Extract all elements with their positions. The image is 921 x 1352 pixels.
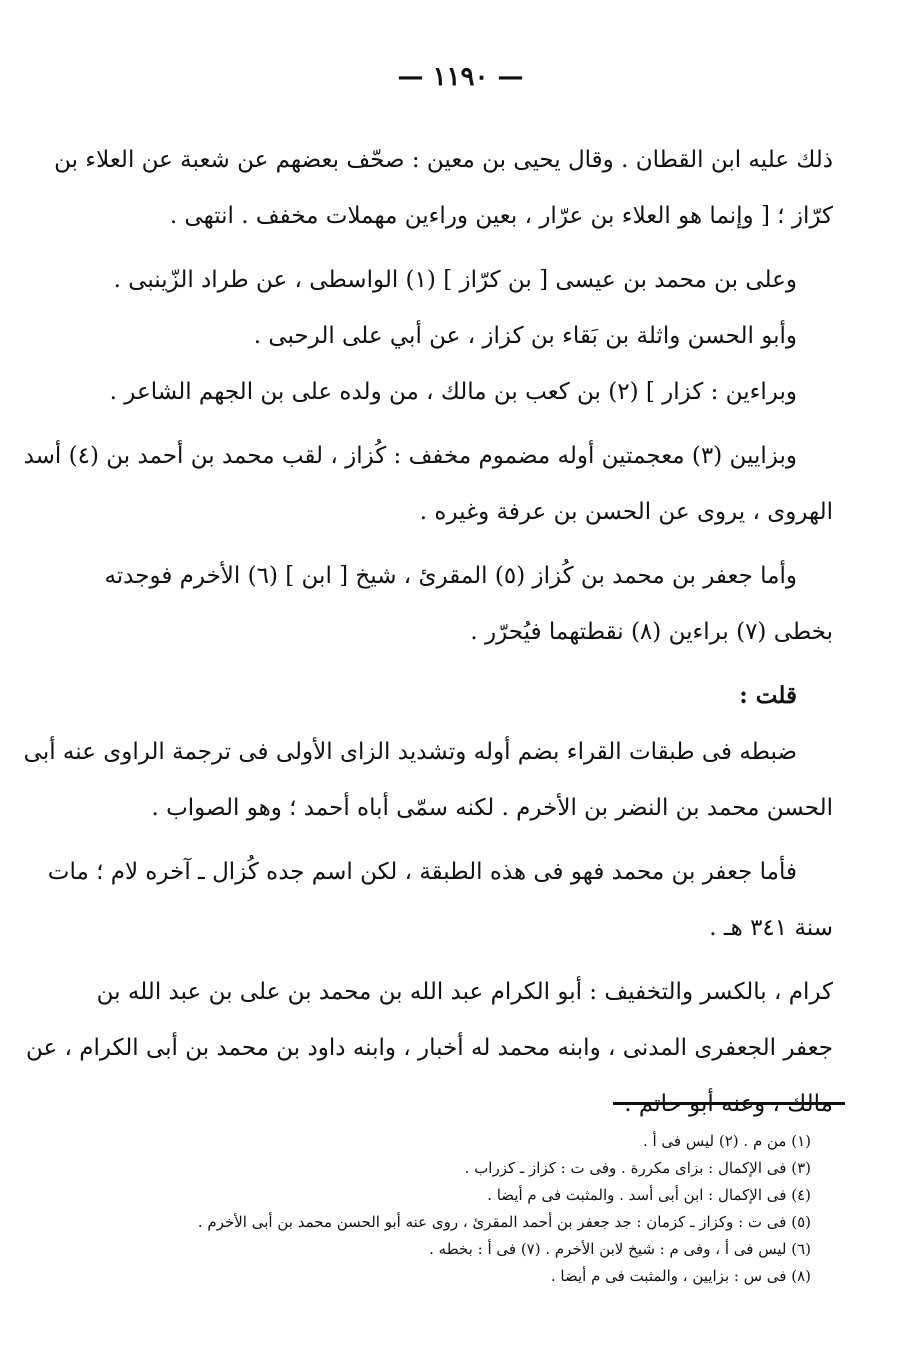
text-line: وبراءين : كزار ] (٢) بن كعب بن مالك ، من ولده على بن الجهم الشاعر . <box>109 379 797 405</box>
footnote: (٥) فى ت : وكزاز ـ كزمان : جد جعفر بن أحمد المقرئ ، روى عنه أبو الحسن محمد بن أبى الأخرم . <box>197 1213 811 1231</box>
text-line: الهروى ، يروى عن الحسن بن عرفة وغيره . <box>419 499 833 525</box>
text-line: وأبو الحسن واثلة بن بَقاء بن كزاز ، عن أبي على الرحبى . <box>253 323 797 349</box>
section-heading: قلت : <box>739 682 797 709</box>
text-line: سنة ٣٤١ هـ . <box>709 915 833 941</box>
text-line: الحسن محمد بن النضر بن الأخرم . لكنه سمّى أباه أحمد ؛ وهو الصواب . <box>151 795 833 821</box>
text-line: جعفر الجعفرى المدنى ، وابنه محمد له أخبار ، وابنه داود بن محمد بن أبى الكرام ، عن <box>25 1035 833 1061</box>
text-line: وبزايين (٣) معجمتين أوله مضموم مخفف : كُزاز ، لقب محمد بن أحمد بن (٤) أسد <box>23 443 797 469</box>
footnote: (٣) فى الإكمال : بزاى مكررة . وفى ت : كزاز ـ كزراب . <box>464 1159 811 1177</box>
footnotes <box>120 1128 811 1290</box>
footnote: (٨) فى س : بزايين ، والمثبت فى م أيضا . <box>550 1267 811 1285</box>
footnote: (١) من م . (٢) ليس فى أ . <box>642 1132 811 1150</box>
text-line: وعلى بن محمد بن عيسى [ بن كرّاز ] (١) الواسطى ، عن طراد الزّينبى . <box>113 267 797 293</box>
page-number: — ١١٩٠ — <box>397 62 524 92</box>
text-line: فأما جعفر بن محمد فهو فى هذه الطبقة ، لكن اسم جده كُزال ـ آخره لام ؛ مات <box>47 859 797 885</box>
text-line: بخطى (٧) براءين (٨) نقطتهما فيُحرّر . <box>470 619 833 645</box>
text-line: كرام ، بالكسر والتخفيف : أبو الكرام عبد الله بن محمد بن على بن عبد الله بن <box>96 979 833 1005</box>
footnote: (٦) ليس فى أ ، وفى م : شيخ لابن الأخرم . (٧) فى أ : بخطه . <box>429 1240 811 1258</box>
text-line: ضبطه فى طبقات القراء بضم أوله وتشديد الزاى الأولى فى ترجمة الراوى عنه أبى <box>23 739 797 765</box>
text-line: كرّاز ؛ [ وإنما هو العلاء بن عرّار ، بعين وراءين مهملات مخفف . انتهى . <box>169 203 833 229</box>
footnote: (٤) فى الإكمال : ابن أبى أسد . والمثبت فى م أيضا . <box>487 1186 811 1204</box>
footnote-divider <box>613 1102 845 1105</box>
text-line: ذلك عليه ابن القطان . وقال يحيى بن معين : صحّف بعضهم عن شعبة عن العلاء بن <box>54 147 833 173</box>
main-text <box>23 132 833 1132</box>
text-line: مالك ، وعنه أبو حاتم . <box>624 1091 833 1117</box>
text-line: وأما جعفر بن محمد بن كُزاز (٥) المقرئ ، شيخ [ ابن ] (٦) الأخرم فوجدته <box>104 563 797 589</box>
